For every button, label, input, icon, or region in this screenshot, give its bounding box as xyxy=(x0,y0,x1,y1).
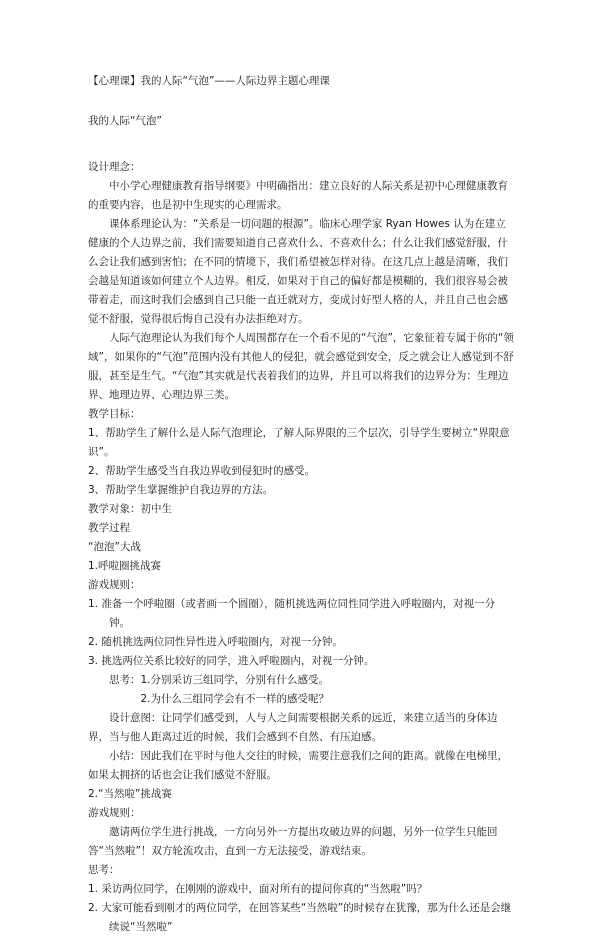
goal-item-2: 2、帮助学生感受当自我边界收到侵犯时的感受。 xyxy=(88,465,316,477)
design-intent: 设计意图：让同学们感受到，人与人之间需要根据关系的远近，来建立适当的身体边界，当与他人距离过近的时候，我们会感到不自然、有压迫感。 xyxy=(88,712,498,743)
question-item-2: 2. 大家可能看到刚才的两位同学，在回答某些“当然啦”的时候存在犹豫，那为什么还是会继续说“当然啦” xyxy=(88,902,512,933)
design-heading: 设计理念： xyxy=(88,161,141,173)
design-paragraph-2: 课体系理论认为：“关系是一切问题的根源”。临床心理学家 Ryan Howes 认为在建立健康的个人边界之前，我们需要知道自己喜欢什么、不喜欢什么；什么让我们感觉舒服，什么会让我们感到害怕；在不同的情境下，我们希望被怎样对待。在这几点上越是清晰，我们会越是知道该如何建立个人边界。相反，如果对于自己的偏好都是模糊的，我们很容易会被带着走，而这时我们会感到自己只能一直迁就对方，变成讨好型人格的人，并且自己也会感觉不舒服，觉得很后悔自己没有办法拒绝对方。 xyxy=(88,218,508,325)
goal-item-1: 1、帮助学生了解什么是人际气泡理论，了解人际界限的三个层次，引导学生要树立“界限意识”。 xyxy=(88,427,510,458)
document-title: 【心理课】我的人际“气泡”——人际边界主题心理课 xyxy=(88,75,330,87)
rule-2-text: 邀请两位学生进行挑战，一方向另外一方提出攻破边界的问题，另外一位学生只能回答“当然啦”！双方轮流攻击，直到一方无法接受，游戏结束。 xyxy=(88,826,498,857)
rule-item-1: 1. 准备一个呼啦圈（或者画一个圆圈），随机挑选两位同性同学进入呼啦圈内，对视一分钟。 xyxy=(88,598,496,629)
design-paragraph-1: 中小学心理健康教育指导纲要》中明确指出：建立良好的人际关系是初中心理健康教育的重要内容，也是初中生现实的心理需求。 xyxy=(88,180,508,211)
think-2-heading: 思考： xyxy=(88,864,120,876)
design-paragraph-3: 人际气泡理论认为我们每个人周围都存在一个看不见的“气泡”，它象征着专属于你的“领域”，如果你的“气泡”范围内没有其他人的侵犯，就会感觉到安全，反之就会让人感觉到不舒服，甚至是生气。“气泡”其实就是代表着我们的边界，并且可以将我们的边界分为：生理边界、地理边界、心理边界三类。 xyxy=(88,332,514,401)
rule-item-2: 2. 随机挑选两位同性异性进入呼啦圈内，对视一分钟。 xyxy=(88,636,343,648)
game-2-title: 2.“当然啦”挑战赛 xyxy=(88,788,172,800)
section-bubble-battle: “泡泡”大战 xyxy=(88,541,141,553)
summary: 小结：因此我们在平时与他人交往的时候，需要注意我们之间的距离。就像在电梯里，如果太拥挤的话也会让我们感觉不舒服。 xyxy=(88,750,508,781)
think-question-2: 2.为什么三组同学会有不一样的感受呢？ xyxy=(140,693,330,705)
goals-heading: 教学目标： xyxy=(88,408,141,420)
rule-item-3: 3. 挑选两位关系比较好的同学，进入呼啦圈内，对视一分钟。 xyxy=(88,655,375,667)
game-1-title: 1.呼啦圈挑战赛 xyxy=(88,560,162,572)
goal-item-3: 3、帮助学生掌握维护自我边界的方法。 xyxy=(88,484,274,496)
question-item-1: 1. 采访两位同学，在刚刚的游戏中，面对所有的提问你真的“当然啦”吗？ xyxy=(88,883,428,895)
process-heading: 教学过程 xyxy=(88,522,130,534)
audience-line: 教学对象：初中生 xyxy=(88,503,172,515)
rules-heading: 游戏规则： xyxy=(88,579,141,591)
document-subtitle: 我的人际“气泡” xyxy=(88,115,162,127)
think-question-1: 思考：1.分别采访三组同学，分别有什么感受。 xyxy=(109,674,330,686)
rules-2-heading: 游戏规则： xyxy=(88,807,141,819)
